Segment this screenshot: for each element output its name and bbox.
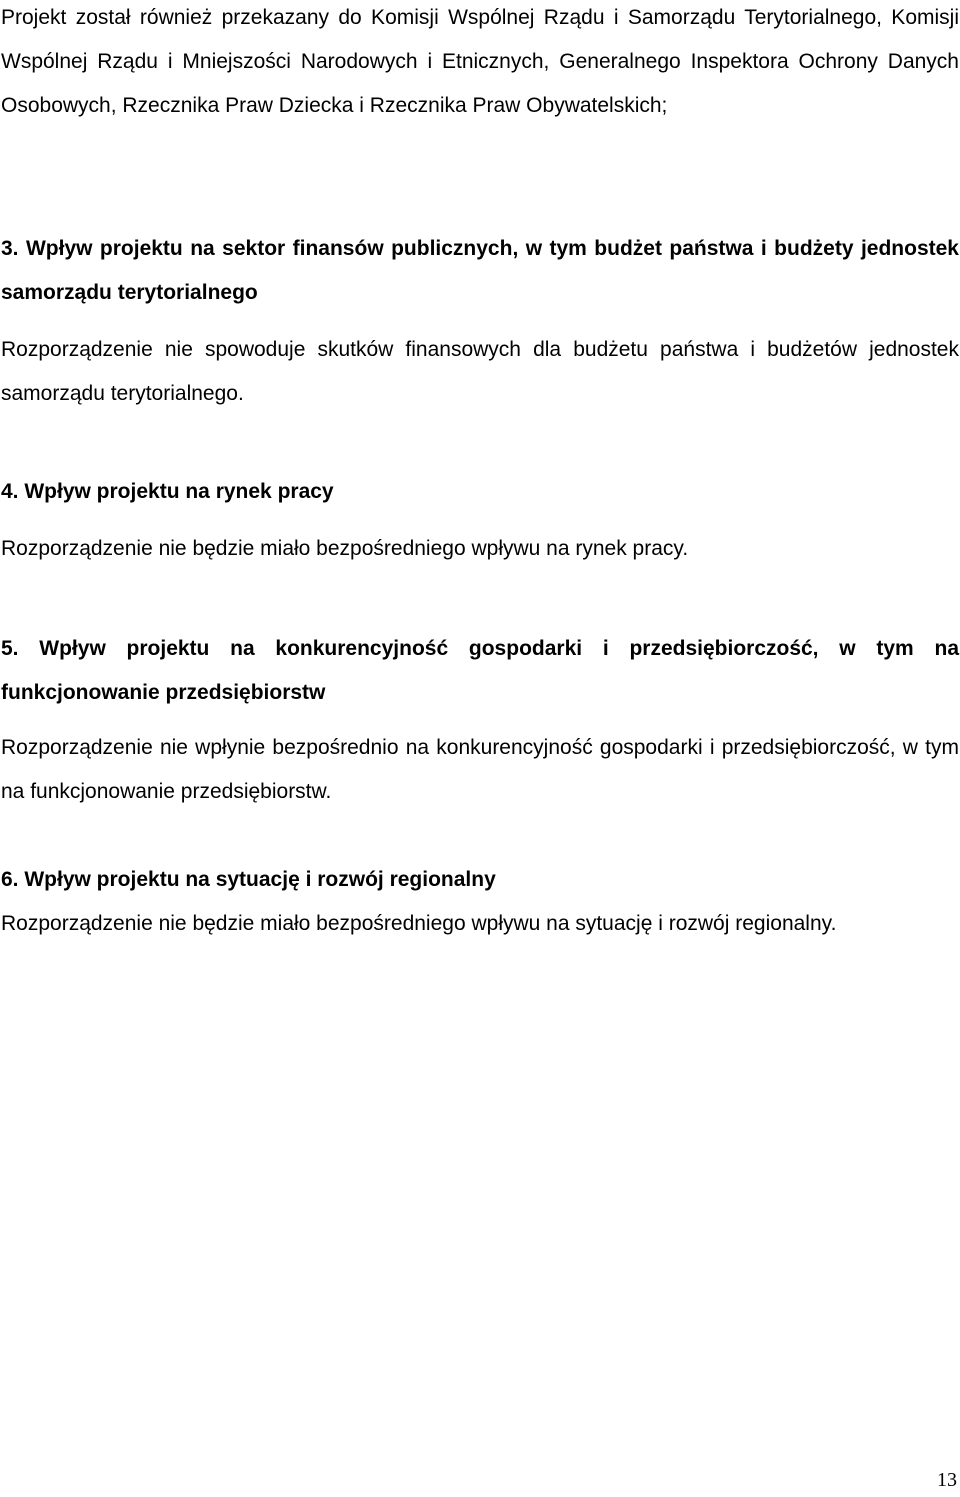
section-6-body: Rozporządzenie nie będzie miało bezpośredniego wpływu na sytuację i rozwój regionalny. [1, 912, 837, 935]
section-5-body: Rozporządzenie nie wpłynie bezpośrednio na konkurencyjność gospodarki i przedsiębiorczość, w tym na funkcjonowanie przedsiębiorstw. [1, 736, 959, 803]
section-3-body: Rozporządzenie nie spowoduje skutków finansowych dla budżetu państwa i budżetów jednostek samorządu terytorialnego. [1, 338, 959, 405]
section-3-heading: 3. Wpływ projektu na sektor finansów publicznych, w tym budżet państwa i budżety jednostek samorządu terytorialnego [1, 237, 959, 304]
section-4-heading: 4. Wpływ projektu na rynek pracy [1, 480, 334, 503]
page-number: 13 [937, 1469, 957, 1491]
section-6-heading: 6. Wpływ projektu na sytuację i rozwój regionalny [1, 868, 496, 891]
section-5-heading: 5. Wpływ projektu na konkurencyjność gospodarki i przedsiębiorczość, w tym na funkcjonowanie przedsiębiorstw [1, 637, 959, 704]
section-4-body: Rozporządzenie nie będzie miało bezpośredniego wpływu na rynek pracy. [1, 537, 689, 560]
intro-paragraph: Projekt został również przekazany do Komisji Wspólnej Rządu i Samorządu Terytorialnego, Komisji Wspólnej Rządu i Mniejszości Narodowych i Etnicznych, Generalnego Inspektora Ochrony Danych Osobowych, Rzecznika Praw Dziecka i Rzecznika Praw Obywatelskich; [1, 6, 959, 117]
